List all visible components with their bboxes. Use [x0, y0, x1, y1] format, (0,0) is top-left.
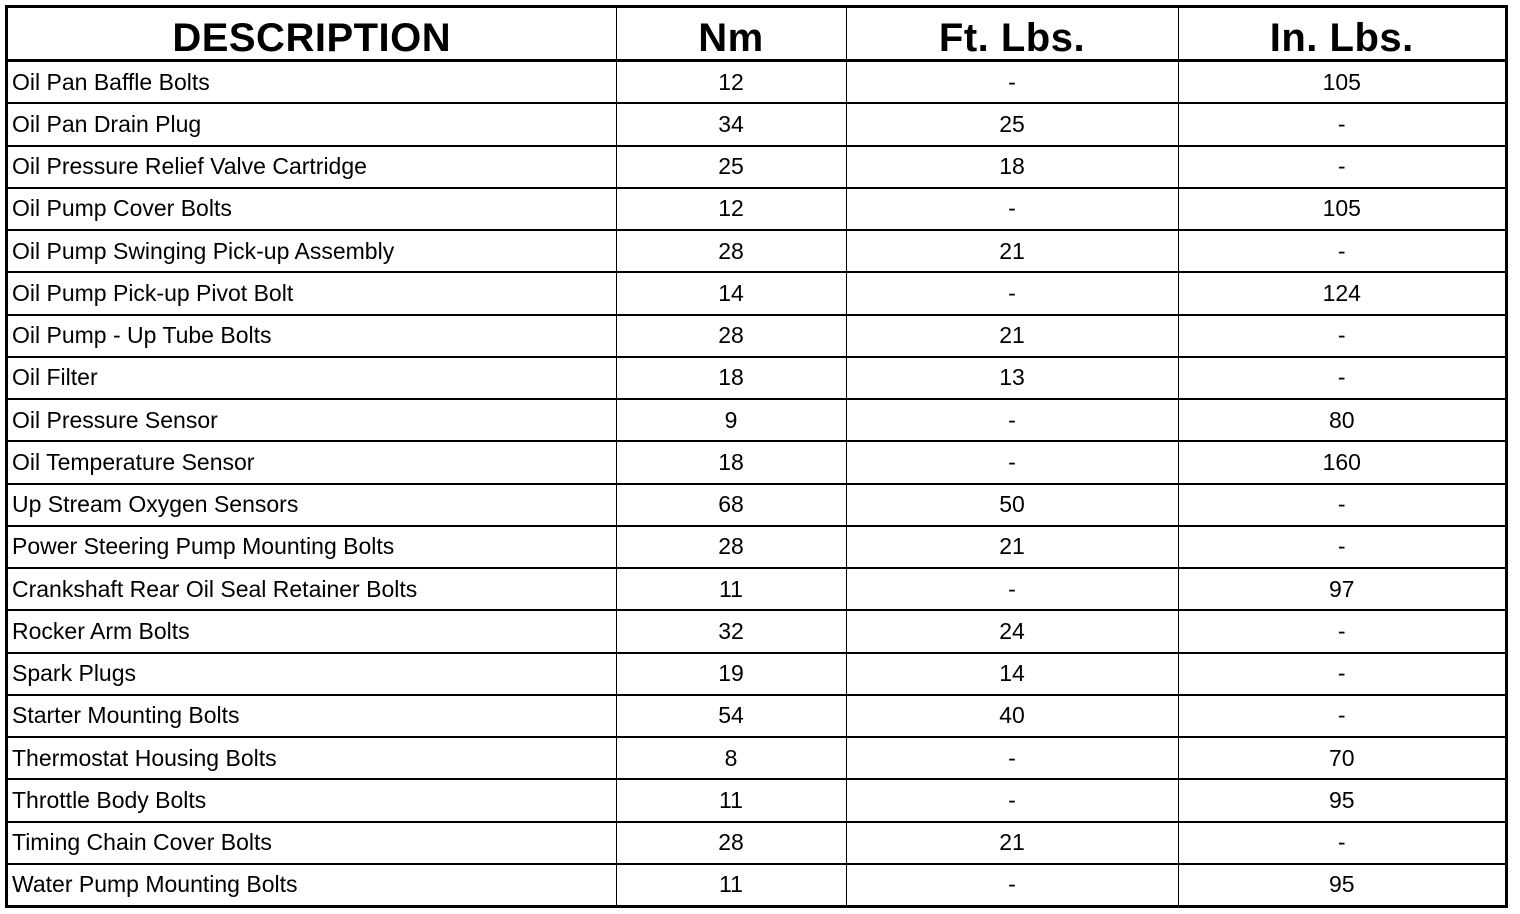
nm-cell: 54: [616, 695, 846, 737]
in-lbs-cell: -: [1178, 357, 1505, 399]
torque-spec-sheet: [5, 5, 1508, 908]
table-row: [8, 146, 1505, 188]
ft-lbs-cell: 14: [846, 653, 1178, 695]
ft-lbs-cell: 40: [846, 695, 1178, 737]
in-lbs-cell: -: [1178, 653, 1505, 695]
ft-lbs-cell: -: [846, 399, 1178, 441]
torque-spec-table: [8, 8, 1505, 905]
description-cell: Oil Pressure Relief Valve Cartridge: [8, 146, 616, 188]
nm-cell: 68: [616, 484, 846, 526]
in-lbs-cell: -: [1178, 526, 1505, 568]
nm-cell: 9: [616, 399, 846, 441]
nm-cell: 32: [616, 610, 846, 652]
in-lbs-cell: -: [1178, 230, 1505, 272]
table-header: [8, 8, 1505, 61]
description-cell: Water Pump Mounting Bolts: [8, 864, 616, 905]
header-row: [8, 8, 1505, 61]
in-lbs-cell: 70: [1178, 737, 1505, 779]
description-cell: Spark Plugs: [8, 653, 616, 695]
nm-cell: 28: [616, 230, 846, 272]
ft-lbs-cell: 25: [846, 103, 1178, 145]
nm-cell: 28: [616, 822, 846, 864]
description-cell: Starter Mounting Bolts: [8, 695, 616, 737]
table-row: [8, 779, 1505, 821]
column-header-nm: Nm: [616, 8, 846, 61]
ft-lbs-cell: -: [846, 737, 1178, 779]
table-row: [8, 272, 1505, 314]
table-body: [8, 61, 1505, 906]
description-cell: Oil Pump Swinging Pick-up Assembly: [8, 230, 616, 272]
nm-cell: 14: [616, 272, 846, 314]
table-row: [8, 610, 1505, 652]
ft-lbs-cell: -: [846, 864, 1178, 905]
ft-lbs-cell: 13: [846, 357, 1178, 399]
in-lbs-cell: -: [1178, 315, 1505, 357]
description-cell: Oil Pressure Sensor: [8, 399, 616, 441]
in-lbs-cell: -: [1178, 610, 1505, 652]
table-row: [8, 230, 1505, 272]
table-row: [8, 653, 1505, 695]
ft-lbs-cell: 21: [846, 526, 1178, 568]
description-cell: Throttle Body Bolts: [8, 779, 616, 821]
table-row: [8, 568, 1505, 610]
description-cell: Oil Pump Pick-up Pivot Bolt: [8, 272, 616, 314]
ft-lbs-cell: -: [846, 568, 1178, 610]
table-row: [8, 103, 1505, 145]
table-row: [8, 188, 1505, 230]
table-row: [8, 315, 1505, 357]
description-cell: Oil Pan Drain Plug: [8, 103, 616, 145]
ft-lbs-cell: -: [846, 779, 1178, 821]
in-lbs-cell: 95: [1178, 779, 1505, 821]
table-row: [8, 695, 1505, 737]
ft-lbs-cell: -: [846, 441, 1178, 483]
nm-cell: 18: [616, 441, 846, 483]
ft-lbs-cell: -: [846, 272, 1178, 314]
nm-cell: 11: [616, 864, 846, 905]
in-lbs-cell: 105: [1178, 61, 1505, 104]
nm-cell: 34: [616, 103, 846, 145]
table-row: [8, 399, 1505, 441]
nm-cell: 12: [616, 61, 846, 104]
nm-cell: 19: [616, 653, 846, 695]
in-lbs-cell: -: [1178, 822, 1505, 864]
ft-lbs-cell: 21: [846, 822, 1178, 864]
table-row: [8, 357, 1505, 399]
ft-lbs-cell: 18: [846, 146, 1178, 188]
table-row: [8, 61, 1505, 104]
ft-lbs-cell: -: [846, 188, 1178, 230]
in-lbs-cell: 80: [1178, 399, 1505, 441]
ft-lbs-cell: 50: [846, 484, 1178, 526]
in-lbs-cell: 105: [1178, 188, 1505, 230]
table-row: [8, 822, 1505, 864]
ft-lbs-cell: 21: [846, 315, 1178, 357]
table-row: [8, 526, 1505, 568]
table-row: [8, 864, 1505, 905]
nm-cell: 25: [616, 146, 846, 188]
in-lbs-cell: 160: [1178, 441, 1505, 483]
description-cell: Timing Chain Cover Bolts: [8, 822, 616, 864]
in-lbs-cell: 97: [1178, 568, 1505, 610]
nm-cell: 11: [616, 568, 846, 610]
description-cell: Oil Pan Baffle Bolts: [8, 61, 616, 104]
in-lbs-cell: -: [1178, 695, 1505, 737]
nm-cell: 28: [616, 526, 846, 568]
in-lbs-cell: -: [1178, 146, 1505, 188]
description-cell: Power Steering Pump Mounting Bolts: [8, 526, 616, 568]
ft-lbs-cell: -: [846, 61, 1178, 104]
description-cell: Oil Filter: [8, 357, 616, 399]
nm-cell: 11: [616, 779, 846, 821]
column-header-in-lbs: In. Lbs.: [1178, 8, 1505, 61]
description-cell: Up Stream Oxygen Sensors: [8, 484, 616, 526]
ft-lbs-cell: 24: [846, 610, 1178, 652]
description-cell: Crankshaft Rear Oil Seal Retainer Bolts: [8, 568, 616, 610]
column-header-description: DESCRIPTION: [8, 8, 616, 61]
nm-cell: 18: [616, 357, 846, 399]
description-cell: Oil Pump Cover Bolts: [8, 188, 616, 230]
table-row: [8, 737, 1505, 779]
description-cell: Oil Temperature Sensor: [8, 441, 616, 483]
column-header-ft-lbs: Ft. Lbs.: [846, 8, 1178, 61]
in-lbs-cell: 95: [1328, 871, 1355, 898]
description-cell: Oil Pump - Up Tube Bolts: [8, 315, 616, 357]
description-cell: Rocker Arm Bolts: [8, 610, 616, 652]
table-row: [8, 441, 1505, 483]
ft-lbs-cell: 21: [846, 230, 1178, 272]
table-row: [8, 484, 1505, 526]
nm-cell: 8: [616, 737, 846, 779]
in-lbs-cell: -: [1178, 103, 1505, 145]
in-lbs-cell: 124: [1178, 272, 1505, 314]
description-cell: Thermostat Housing Bolts: [8, 737, 616, 779]
nm-cell: 12: [616, 188, 846, 230]
in-lbs-cell: -: [1178, 484, 1505, 526]
nm-cell: 28: [616, 315, 846, 357]
